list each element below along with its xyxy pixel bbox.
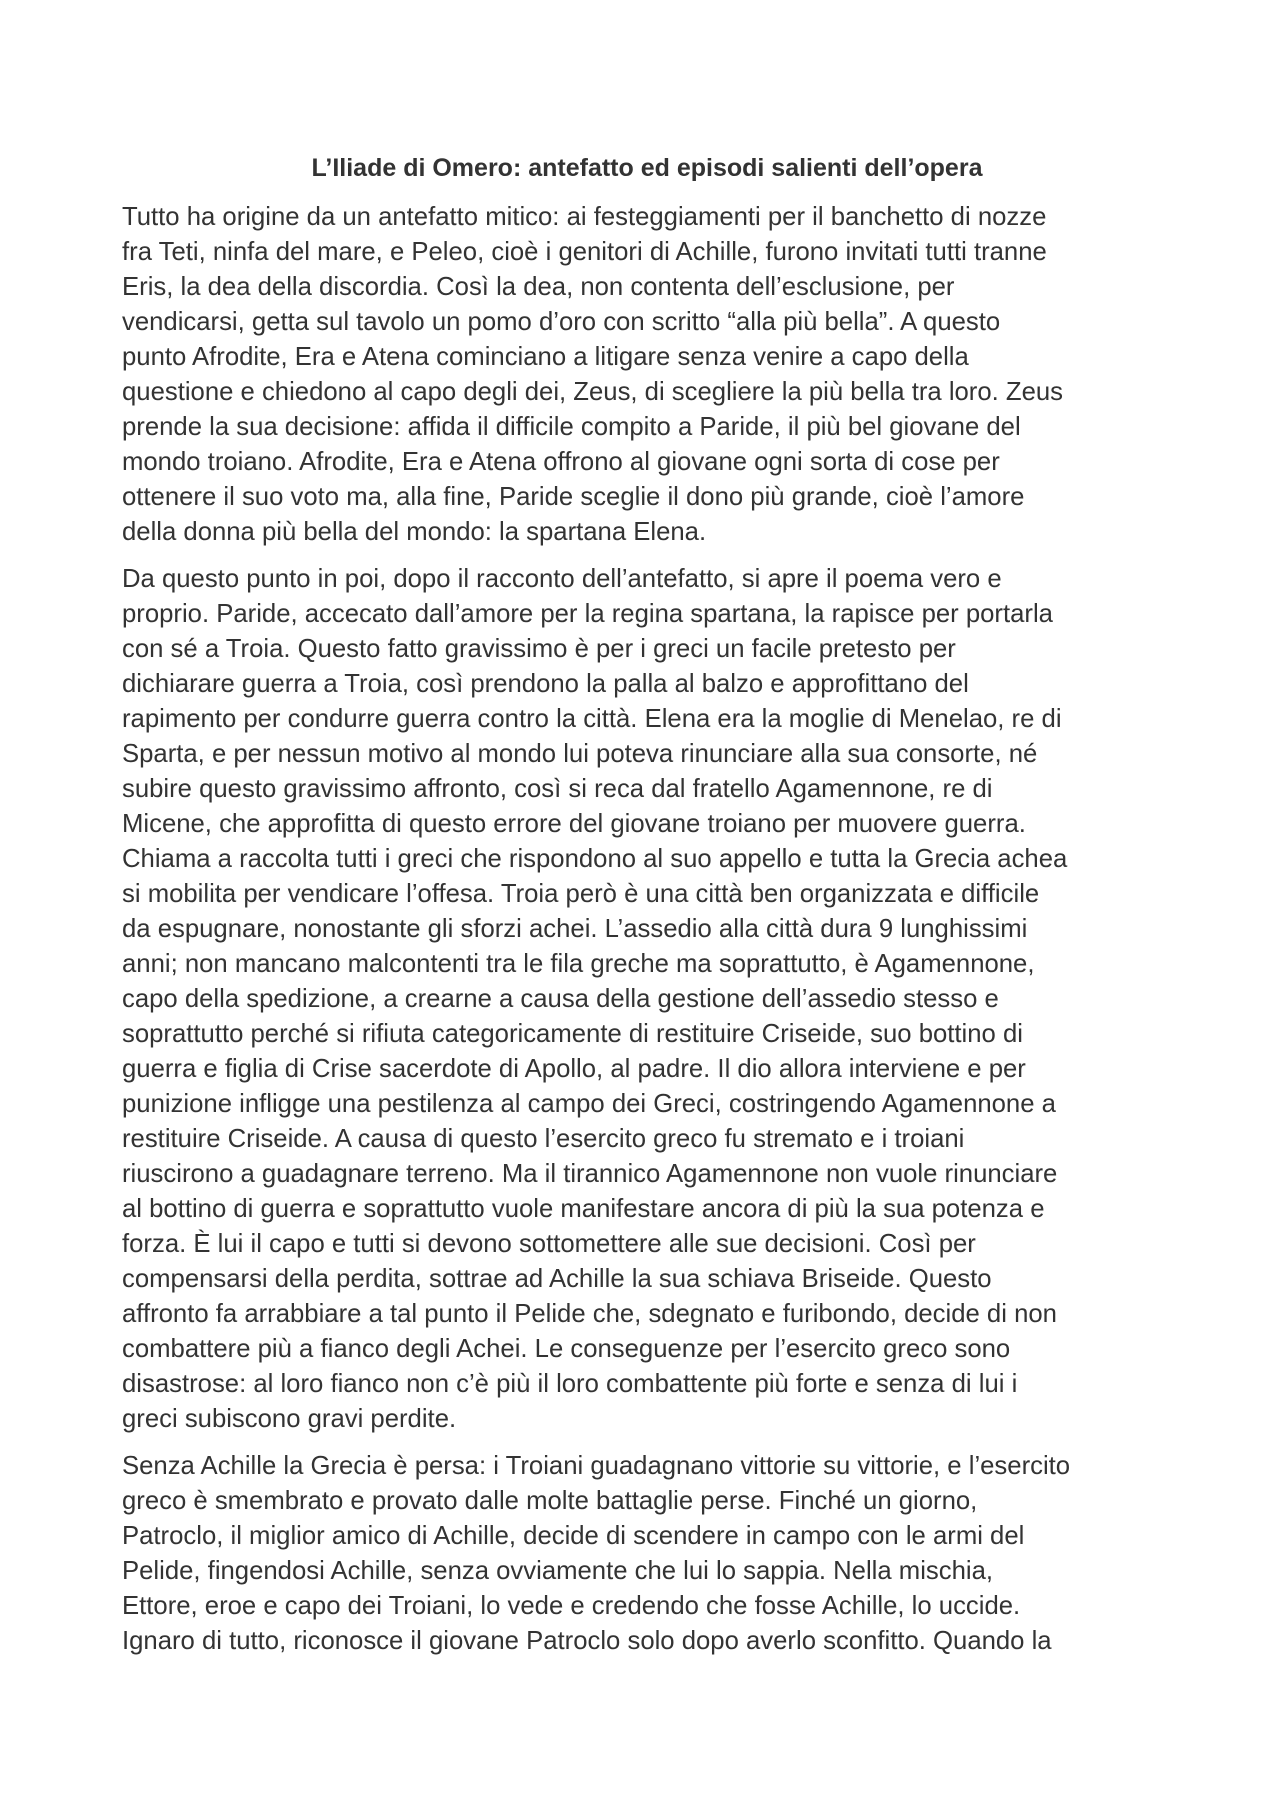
document-title: L’Iliade di Omero: antefatto ed episodi salienti dell’opera bbox=[311, 154, 983, 182]
document-body bbox=[122, 148, 1172, 1671]
paragraph-antefatto: Tutto ha origine da un antefatto mitico: ai festeggiamenti per il banchetto di nozze fra Teti, ninfa del mare, e Peleo, cioè i genitori di Achille, furono invitati tutti tranne Eris, la dea della discordia. Così la dea, non contenta dell’esclusione, per vendicarsi, getta sul tavolo un pomo d’oro con scritto “alla più bella”. A questo punto Afrodite, Era e Atena cominciano a litigare senza venire a capo della questione e chiedono al capo degli dei, Zeus, di scegliere la più bella tra loro. Zeus prende la sua decisione: affida il difficile compito a Paride, il più bel giovane del mondo troiano. Afrodite, Era e Atena offrono al giovane ogni sorta di cose per ottenere il suo voto ma, alla fine, Paride sceglie il dono più grande, cioè l’amore della donna più bella del mondo: la spartana Elena. bbox=[122, 203, 1064, 546]
paragraph-guerra-di-troia: Da questo punto in poi, dopo il racconto dell’antefatto, si apre il poema vero e proprio. Paride, accecato dall’amore per la regina spartana, la rapisce per portarla con sé a Troia. Questo fatto gravissimo è per i greci un facile pretesto per dichiarare guerra a Troia, così prendono la palla al balzo e approfittano del rapimento per condurre guerra contro la città. Elena era la moglie di Menelao, re di Sparta, e per nessun motivo al mondo lui poteva rinunciare alla sua consorte, né subire questo gravissimo affronto, così si reca dal fratello Agamennone, re di Micene, che approfitta di questo errore del giovane troiano per muovere guerra. Chiama a raccolta tutti i greci che rispondono al suo appello e tutta la Grecia achea si mobilita per vendicare l’offesa. Troia però è una città ben organizzata e difficile da espugnare, nonostante gli sforzi achei. L’assedio alla città dura 9 lunghissimi anni; non mancano malcontenti tra le fila greche ma soprattutto, è Agamennone, capo della spedizione, a crearne a causa della gestione dell’assedio stesso e soprattutto perché si rifiuta categoricamente di restituire Criseide, suo bottino di guerra e figlia di Crise sacerdote di Apollo, al padre. Il dio allora interviene e per punizione infligge una pestilenza al campo dei Greci, costringendo Agamennone a restituire Criseide. A causa di questo l’esercito greco fu stremato e i troiani riuscirono a guadagnare terreno. Ma il tirannico Agamennone non vuole rinunciare al bottino di guerra e soprattutto vuole manifestare ancora di più la sua potenza e forza. È lui il capo e tutti si devono sottomettere alle sue decisioni. Così per compensarsi della perdita, sottrae ad Achille la sua schiava Briseide. Questo affronto fa arrabbiare a tal punto il Pelide che, sdegnato e furibondo, decide di non combattere più a fianco degli Achei. Le conseguenze per l’esercito greco sono disastrose: al loro fianco non c’è più il loro combattente più forte e senza di lui i greci subiscono gravi perdite. bbox=[122, 565, 1068, 1433]
paragraph-patroclo: Senza Achille la Grecia è persa: i Troiani guadagnano vittorie su vittorie, e l’esercito greco è smembrato e provato dalle molte battaglie perse. Finché un giorno, Patroclo, il miglior amico di Achille, decide di scendere in campo con le armi del Pelide, fingendosi Achille, senza ovviamente che lui lo sappia. Nella mischia, Ettore, eroe e capo dei Troiani, lo vede e credendo che fosse Achille, lo uccide. Ignaro di tutto, riconosce il giovane Patroclo solo dopo averlo sconfitto. Quando la bbox=[122, 1452, 1071, 1655]
